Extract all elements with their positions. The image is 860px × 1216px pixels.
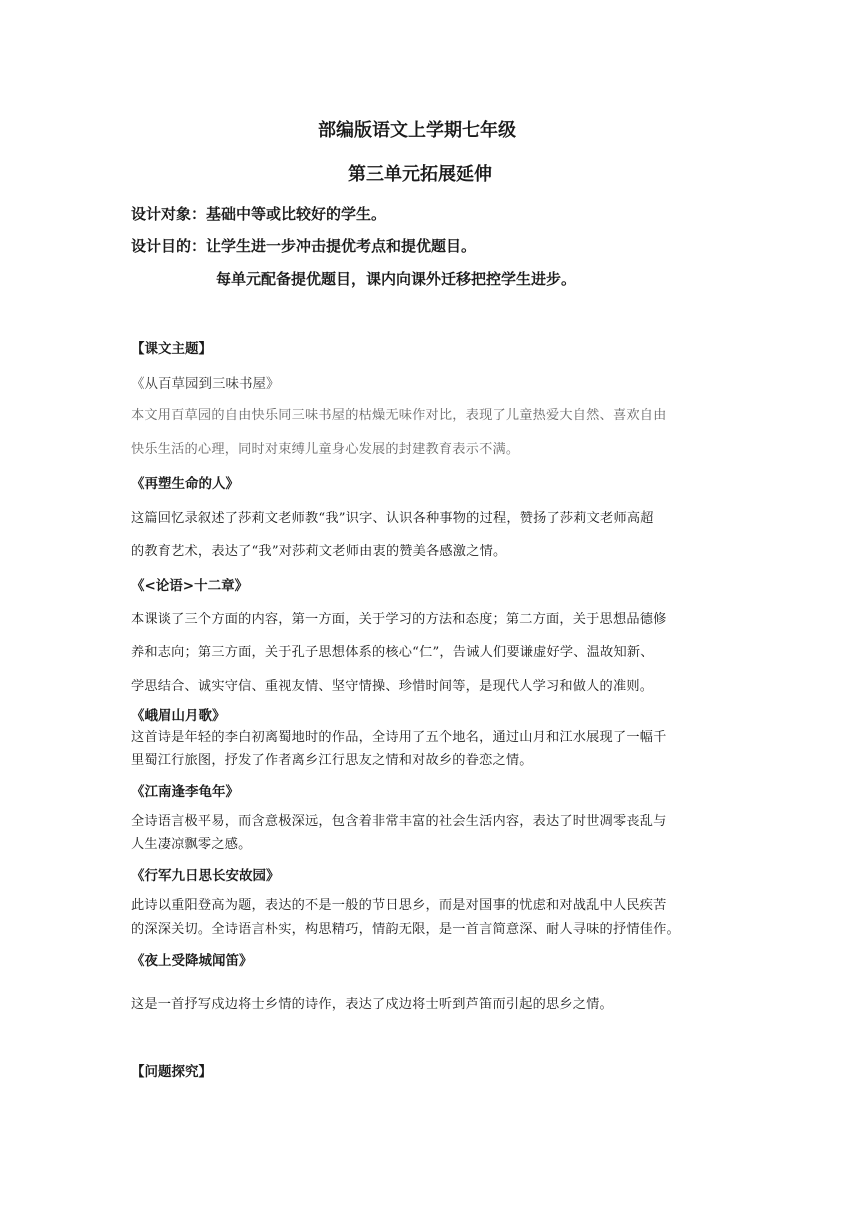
- design-target: 设计对象：基础中等或比较好的学生。: [131, 205, 387, 223]
- text-summary-line: 的教育艺术，表达了“我”对莎莉文老师由衷的赞美各感激之情。: [131, 544, 507, 559]
- document-subtitle: 第三单元拓展延伸: [348, 164, 492, 185]
- design-goal-continued: 每单元配备提优题目，课内向课外迁移把控学生进步。: [216, 270, 577, 288]
- text-summary-line: 学思结合、诚实守信、重视友情、坚守情操、珍惜时间等，是现代人学习和做人的准则。: [131, 679, 654, 694]
- text-heading: 《江南逢李龟年》: [131, 784, 239, 800]
- text-summary-line: 人生凄凉飘零之感。: [131, 837, 252, 852]
- text-summary-line: 全诗语言极平易，而含意极深远，包含着非常丰富的社会生活内容，表达了时世凋零丧乱与: [131, 814, 667, 829]
- text-heading: 《行军九日思长安故园》: [131, 868, 280, 884]
- design-goal: 设计目的：让学生进一步冲击提优考点和提优题目。: [131, 237, 477, 255]
- text-summary-line: 里蜀江行旅图，抒发了作者离乡江行思友之情和对故乡的眷恋之情。: [131, 753, 533, 768]
- text-summary-line: 本文用百草园的自由快乐同三味书屋的枯燥无味作对比，表现了儿童热爱大自然、喜欢自由: [131, 408, 667, 423]
- text-summary-line: 此诗以重阳登高为题，表达的不是一般的节日思乡，而是对国事的忧虑和对战乱中人民疾苦: [131, 898, 667, 913]
- text-heading: 《从百草园到三味书屋》: [131, 376, 280, 392]
- text-heading: 《再塑生命的人》: [131, 476, 239, 492]
- section-heading-explore: 【问题探究】: [131, 1064, 212, 1080]
- text-heading: 《<论语>十二章》: [131, 578, 249, 594]
- text-summary-line: 养和志向；第三方面，关于孔子思想体系的核心“仁”，告诫人们要谦虚好学、温故知新、: [131, 645, 654, 660]
- document-title: 部编版语文上学期七年级: [318, 120, 516, 141]
- text-summary-line: 这是一首抒写戍边将士乡情的诗作，表达了戍边将士听到芦笛而引起的思乡之情。: [131, 997, 613, 1012]
- text-heading: 《夜上受降城闻笛》: [131, 953, 253, 969]
- text-heading: 《峨眉山月歌》: [131, 708, 226, 724]
- section-heading-theme: 【课文主题】: [131, 341, 212, 357]
- text-summary-line: 这篇回忆录叙述了莎莉文老师教“我”识字、认识各种事物的过程，赞扬了莎莉文老师高超: [131, 511, 654, 526]
- text-summary-line: 本课谈了三个方面的内容，第一方面，关于学习的方法和态度；第二方面，关于思想品德修: [131, 612, 667, 627]
- text-summary-line: 这首诗是年轻的李白初离蜀地时的作品，全诗用了五个地名，通过山月和江水展现了一幅千: [131, 730, 667, 745]
- text-summary-line: 的深深关切。全诗语言朴实，构思精巧，情韵无限，是一首言简意深、耐人寻味的抒情佳作。: [131, 922, 680, 937]
- text-summary-line: 快乐生活的心理，同时对束缚儿童身心发展的封建教育表示不满。: [131, 442, 520, 457]
